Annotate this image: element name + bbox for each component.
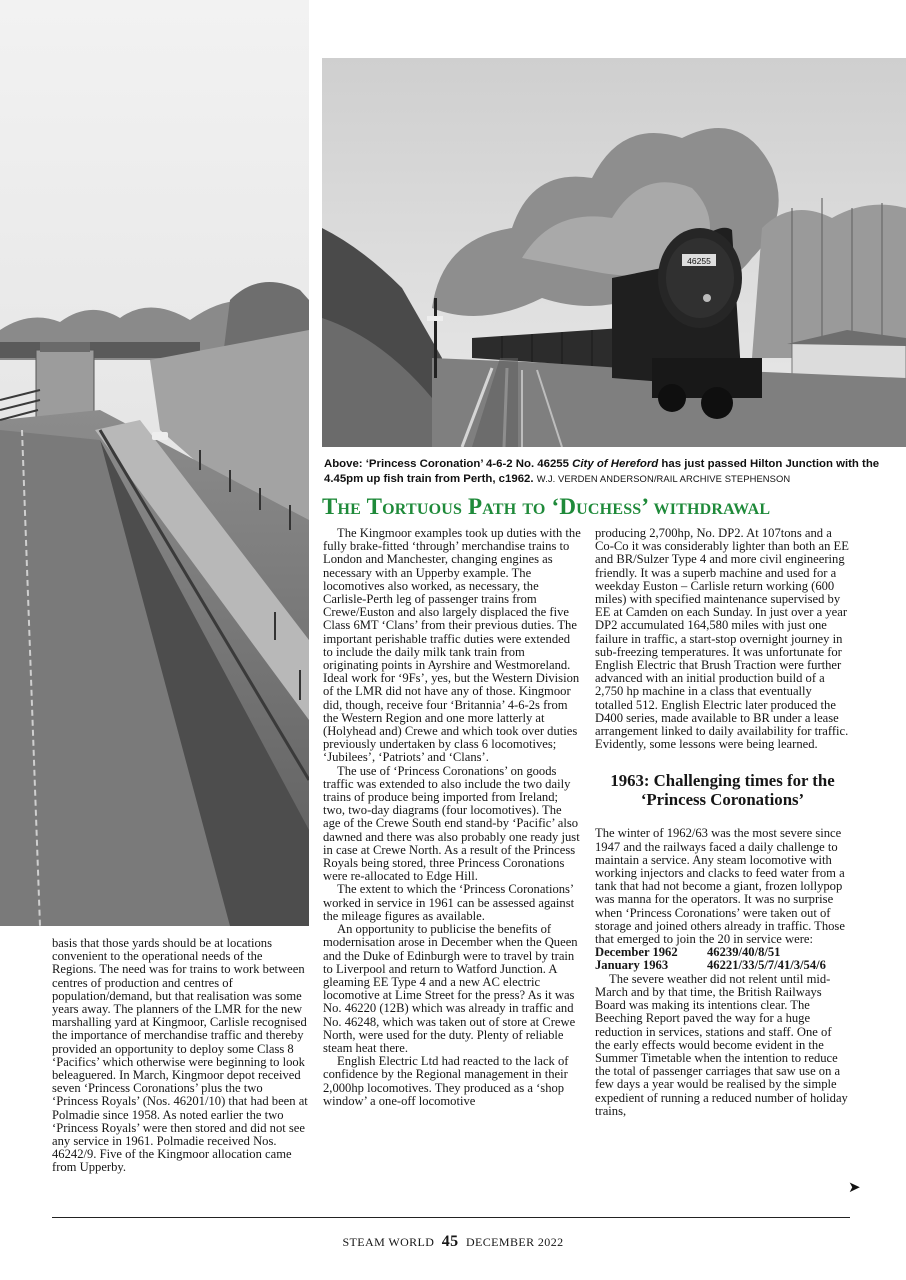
footer-issue: DECEMBER 2022 xyxy=(465,1235,564,1249)
middle-column-paragraph: English Electric Ltd had reacted to the lack of confidence by the Regional management in their 2,000hp locomotives. They produced as a ‘shop window’ a one-off locomotive xyxy=(323,1054,569,1108)
left-photo-artwork xyxy=(0,0,309,926)
middle-text-column xyxy=(323,527,581,1108)
photo-caption xyxy=(324,457,884,486)
middle-column-paragraph: An opportunity to publicise the benefits of modernisation arose in December when the Queen and the Duke of Edinburgh were to travel by train to Liverpool and return to Watford Junction. A gleaming EE Type 4 and a new AC electric locomotive at Lime Street for the press? As it was No. 46220 (12B) which was already in traffic and No. 46248, which was taken out of store at Crewe North, were used for the duty. Plenty of reliable steam heat there. xyxy=(323,922,578,1055)
caption-rest: has just passed Hilton Junction with the 4.45pm up fish train from Perth, c1962. xyxy=(324,458,880,485)
locomotive-photo xyxy=(322,58,906,447)
middle-column-paragraph: The use of ‘Princess Coronations’ on goods traffic was extended to also include the two daily trains of produce being imported from Ireland; two, two-day diagrams (four locomotives). The age of the Crewe South end stand-by ‘Pacific’ also dawned and there was also probably one ready just in case at Crewe North. As a result of the Princess Royals being stored, three Princess Coronations were re-allocated to Edge Hill. xyxy=(323,763,580,884)
loco-number-plate: 46255 xyxy=(687,256,711,266)
list-item-month: January 1963 xyxy=(595,958,669,973)
right-column-paragraph: The severe weather did not relent until mid-March and by that time, the British Railways Board was making its intentions clear. The Beeching Report paved the way for a huge reduction in services, stations and staff. One of the early effects would become evident in the Summer Timetable when the intention to reduce the total of passenger carriages that saw use on a few days a year would be realised by the simple expedient of running a reduced number of holiday trains, xyxy=(595,971,848,1118)
right-text-column xyxy=(595,527,850,1118)
continue-arrow-icon: ➤ xyxy=(848,1180,861,1196)
left-text-column xyxy=(52,937,310,1175)
caption-credit: W.J. VERDEN ANDERSON/RAIL ARCHIVE STEPHENSON xyxy=(536,472,791,484)
caption-lead: Above: ‘Princess Coronation’ 4-6-2 No. 46255 xyxy=(324,458,573,470)
middle-column-paragraph: The extent to which the ‘Princess Coronations’ worked in service in 1961 can be assessed against the mileage figures as available. xyxy=(323,882,575,923)
list-item-numbers: 46221/33/5/7/41/3/54/6 xyxy=(707,958,826,973)
left-photo-railway-cutting xyxy=(0,0,309,926)
page-footer xyxy=(0,1233,906,1251)
list-item-numbers: 46239/40/8/51 xyxy=(707,945,781,960)
caption-loco-name: City of Hereford xyxy=(572,458,659,470)
footer-magazine: STEAM WORLD xyxy=(342,1235,435,1249)
middle-column-paragraph: The Kingmoor examples took up duties with the fully brake-fitted ‘through’ merchandise trains to London and Manchester, changing engines as necessary with an Upperby example. The locomotives also worked, as necessary, the Carlisle-Perth leg of passenger trains from Crewe/Euston and also largely displaced the five Class 6MT ‘Clans’ from their previous duties. The important perishable traffic duties were extended to include the daily milk tank train from originating points in Ayrshire and Westmoreland. Ideal work for ‘9Fs’, yes, but the Western Division of the LMR did not have any of those. Kingmoor did, though, receive four ‘Britannia’ 4-6-2s from the Western Region and one more latterly at (Holyhead and) Crewe and which took over duties previously undertaken by class 6 locomotives; ‘Jubilees’, ‘Patriots’ and ‘Clans’. xyxy=(323,526,581,765)
page-number: 45 xyxy=(441,1233,459,1250)
section-subheading: 1963: Challenging times for the ‘Princess Coronations’ xyxy=(610,771,835,810)
returned-locomotives-list xyxy=(595,946,850,972)
footer-divider xyxy=(52,1217,850,1218)
left-column-paragraph: basis that those yards should be at locations convenient to the operational needs of the Regions. The need was for trains to work between centres of production and centres of population/demand, but that realisation was some years away. The planners of the LMR for the new marshalling yard at Kingmoor, Carlisle recognised the importance of merchandise traffic and thereby provided an opportunity to deploy some Class 8 ‘Pacifics’ which otherwise were beginning to look beleaguered. In March, Kingmoor depot received seven ‘Princess Coronations’ plus the two ‘Princess Royals’ (Nos. 46201/10) that had been at Polmadie since 1958. As noted earlier the two ‘Princess Royals’ were then stored and did not see any service in 1961. Polmadie received Nos. 46242/9. Five of the Kingmoor allocation came from Upperby. xyxy=(52,936,308,1175)
article-headline: The Tortuous Path to ‘Duchess’ withdrawal xyxy=(322,494,771,519)
right-column-paragraph: producing 2,700hp, No. DP2. At 107tons and a Co-Co it was considerably lighter than both an EE and BR/Sulzer Type 4 and more civil engineering friendly. It was a superb machine and used for a weekday Euston – Carlisle return working (600 miles) with specified maintenance supervised by EE at Camden on each Sunday. In just over a year DP2 accumulated 164,580 miles with just one failure in traffic, a start-stop overnight journey in sub-freezing temperatures. It was unfortunate for English Electric that Brush Traction were further advanced with an initial production build of a 2,750 hp machine in a class that eventually totalled 512. English Electric later produced the D400 series, made available to BR under a lease arrangement linked to daily availability for traffic. Evidently, some lessons were being learned. xyxy=(595,526,849,752)
locomotive-photo-artwork xyxy=(322,58,906,447)
list-item-month: December 1962 xyxy=(595,945,678,960)
right-column-paragraph: The winter of 1962/63 was the most severe since 1947 and the railways faced a daily challenge to maintain a service. Any steam locomotive with working injectors and clacks to feed water from a tank that had not become a giant, frozen lollypop was manna for the operators. It was no surprise when ‘Princess Coronations’ were taken out of storage and joined others already in traffic. Those that emerged to join the 20 in service were: xyxy=(595,826,845,947)
list-item xyxy=(595,959,850,972)
